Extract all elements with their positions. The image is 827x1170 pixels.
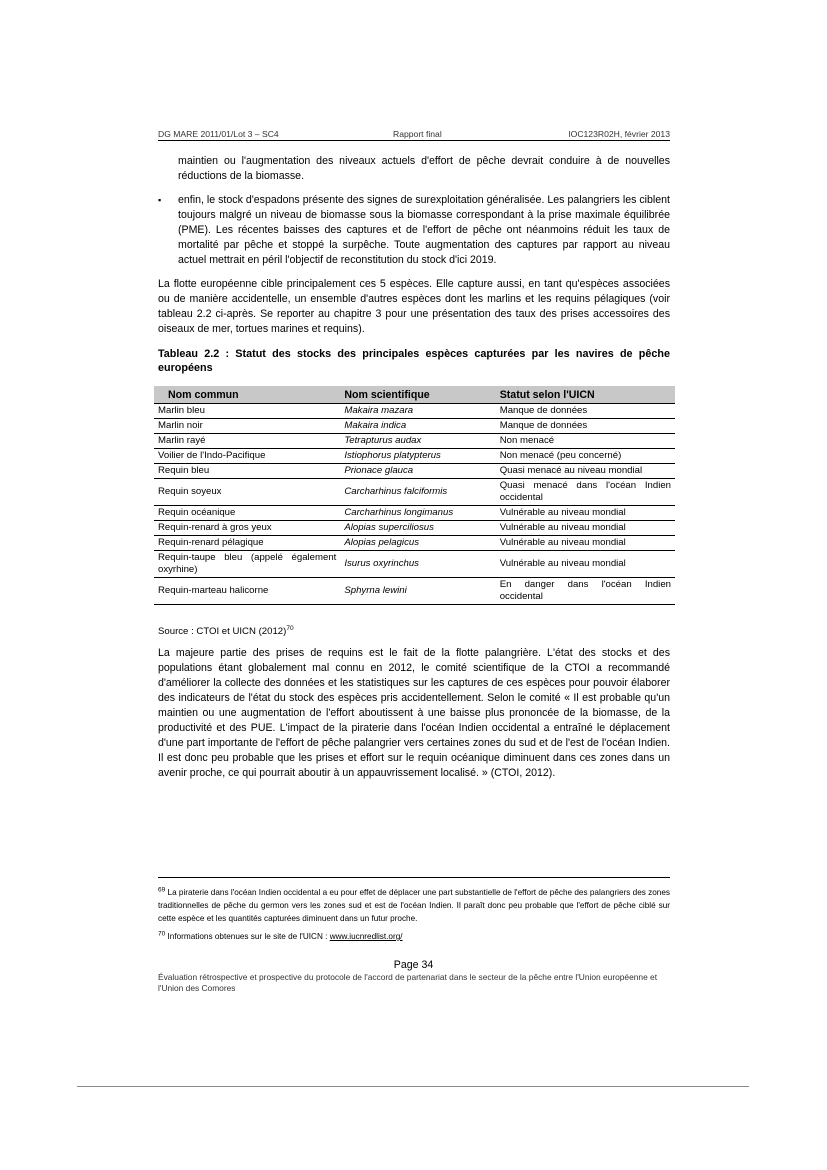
common-name-cell: Requin-renard à gros yeux (154, 521, 340, 536)
table-row (154, 464, 675, 479)
status-cell: Vulnérable au niveau mondial (496, 551, 675, 578)
common-name-cell: Requin soyeux (154, 479, 340, 506)
source-text: Source : CTOI et UICN (2012) (158, 626, 287, 637)
status-cell: Manque de données (496, 419, 675, 434)
common-name-cell: Requin-renard pélagique (154, 536, 340, 551)
table-header-row (154, 386, 675, 404)
status-cell: Vulnérable au niveau mondial (496, 521, 675, 536)
status-cell: Manque de données (496, 404, 675, 419)
page-header (158, 126, 670, 141)
common-name-cell: Requin-taupe bleu (appelé également oxyrhine) (154, 551, 340, 578)
common-name-cell: Requin bleu (154, 464, 340, 479)
status-cell: Non menacé (peu concerné) (496, 449, 675, 464)
table-row (154, 551, 675, 578)
scientific-name-cell: Isurus oxyrinchus (340, 551, 495, 578)
stock-status-table (154, 386, 675, 605)
table-row (154, 506, 675, 521)
scientific-name-cell: Alopias pelagicus (340, 536, 495, 551)
column-header-scientific-name: Nom scientifique (340, 386, 495, 404)
status-cell: Quasi menacé dans l'océan Indien occidental (496, 479, 675, 506)
header-document-code: IOC123R02H, février 2013 (568, 129, 670, 139)
table-row (154, 536, 675, 551)
table-row (154, 419, 675, 434)
paragraph-fleet: La flotte européenne cible principalement ces 5 espèces. Elle capture aussi, en tant qu'espèces associées ou de manière accidentelle, un ensemble d'autres espèces dont les marlins et les requins pélagiques (voir tableau 2.2 ci-après. Se reporter au chapitre 3 pour une présentation des taux des prises accessoires des oiseaux de mer, tortues marines et requins). (158, 278, 670, 335)
footnote-text: Informations obtenues sur le site de l'UICN : (165, 932, 330, 941)
status-cell: Quasi menacé au niveau mondial (496, 464, 675, 479)
common-name-cell: Marlin rayé (154, 434, 340, 449)
footnote-number: 69 (158, 886, 166, 894)
scientific-name-cell: Prionace glauca (340, 464, 495, 479)
scientific-name-cell: Sphyrna lewini (340, 578, 495, 605)
status-cell: Vulnérable au niveau mondial (496, 506, 675, 521)
footnotes-section (158, 877, 670, 943)
scientific-name-cell: Istiophorus platypterus (340, 449, 495, 464)
scientific-name-cell: Alopias superciliosus (340, 521, 495, 536)
table-row (154, 578, 675, 605)
footnote-text: La piraterie dans l'océan Indien occidental a eu pour effet de déplacer une part substantielle de l'effort de pêche des palangriers des zones traditionnelles de pêche du germon vers les zones sud et est de l'océan Indien. Il paraît donc peu probable que l'effort de pêche ciblé sur cette espèce et les quantités capturées diminuent dans un futur proche. (158, 888, 670, 923)
bullet-continuation: maintien ou l'augmentation des niveaux actuels d'effort de pêche devrait conduire à de nouvelles réductions de la biomasse. (178, 155, 670, 182)
scientific-name-cell: Makaira indica (340, 419, 495, 434)
common-name-cell: Requin océanique (154, 506, 340, 521)
footer-description: Évaluation rétrospective et prospective du protocole de l'accord de partenariat dans le secteur de la pêche entre l'Union européenne et l'Union des Comores (158, 972, 658, 993)
footnote-69 (158, 886, 670, 925)
paragraph-sharks: La majeure partie des prises de requins est le fait de la flotte palangrière. L'état des stocks et des populations étant globalement mal connu en 2012, le comité scientifique de la CTOI a recommandé d'améliorer la collecte des données et les statistiques sur les captures de ces espèces pour pouvoir élaborer des indicateurs de l'état du stock des espèces pris accidentellement. Selon le comité « Il est probable qu'un maintien ou une augmentation de l'effort aboutissent à une baisse plus prononcée de la biomasse, de la productivité et des PUE. L'impact de la piraterie dans l'océan Indien occidental a entraîné le déplacement d'une part importante de l'effort de pêche palangrier vers certaines zones du sud et de l'est de l'océan Indien. Il est donc peu probable que les prises et effort sur le requin océanique diminuent dans ces zones dans un avenir proche, ce qui pourrait aboutir à un appauvrissement localisé. » (CTOI, 2012). (158, 647, 670, 779)
common-name-cell: Marlin noir (154, 419, 340, 434)
common-name-cell: Voilier de l'Indo-Pacifique (154, 449, 340, 464)
column-header-common-name: Nom commun (154, 386, 340, 404)
column-header-iucn-status: Statut selon l'UICN (496, 386, 675, 404)
table-row (154, 521, 675, 536)
header-reference: DG MARE 2011/01/Lot 3 – SC4 (158, 129, 279, 139)
footnote-number: 70 (158, 930, 166, 938)
status-cell: Vulnérable au niveau mondial (496, 536, 675, 551)
bottom-divider (77, 1086, 749, 1087)
scientific-name-cell: Tetrapturus audax (340, 434, 495, 449)
header-title: Rapport final (393, 129, 442, 139)
scientific-name-cell: Carcharhinus falciformis (340, 479, 495, 506)
iucn-link[interactable]: www.iucnredlist.org/ (329, 932, 403, 941)
common-name-cell: Requin-marteau halicorne (154, 578, 340, 605)
bullet-swordfish: enfin, le stock d'espadons présente des signes de surexploitation généralisée. Les palangriers les ciblent toujours malgré un niveau de biomasse sous la biomasse correspondant à la prise maximale équilibrée (PME). Les récentes baisses des captures et de l'effort de pêche ont néanmoins réduit les taux de mortalité par pêche et stoppé la surpêche. Toute augmentation des captures par rapport au niveau actuel mettrait en péril l'objectif de reconstitution du stock d'ici 2019. (178, 194, 670, 266)
bullet-marker: ▪ (158, 195, 162, 205)
table-row (154, 434, 675, 449)
scientific-name-cell: Carcharhinus longimanus (340, 506, 495, 521)
table-caption: Tableau 2.2 : Statut des stocks des principales espèces capturées par les navires de pêche européens (158, 348, 670, 374)
footnote-70 (158, 930, 670, 943)
table-row (154, 449, 675, 464)
table-row (154, 404, 675, 419)
page-number: Page 34 (393, 959, 434, 971)
common-name-cell: Marlin bleu (154, 404, 340, 419)
status-cell: Non menacé (496, 434, 675, 449)
footnote-ref-70[interactable]: 70 (286, 624, 294, 632)
scientific-name-cell: Makaira mazara (340, 404, 495, 419)
table-source (158, 624, 294, 639)
status-cell: En danger dans l'océan Indien occidental (496, 578, 675, 605)
table-row (154, 479, 675, 506)
